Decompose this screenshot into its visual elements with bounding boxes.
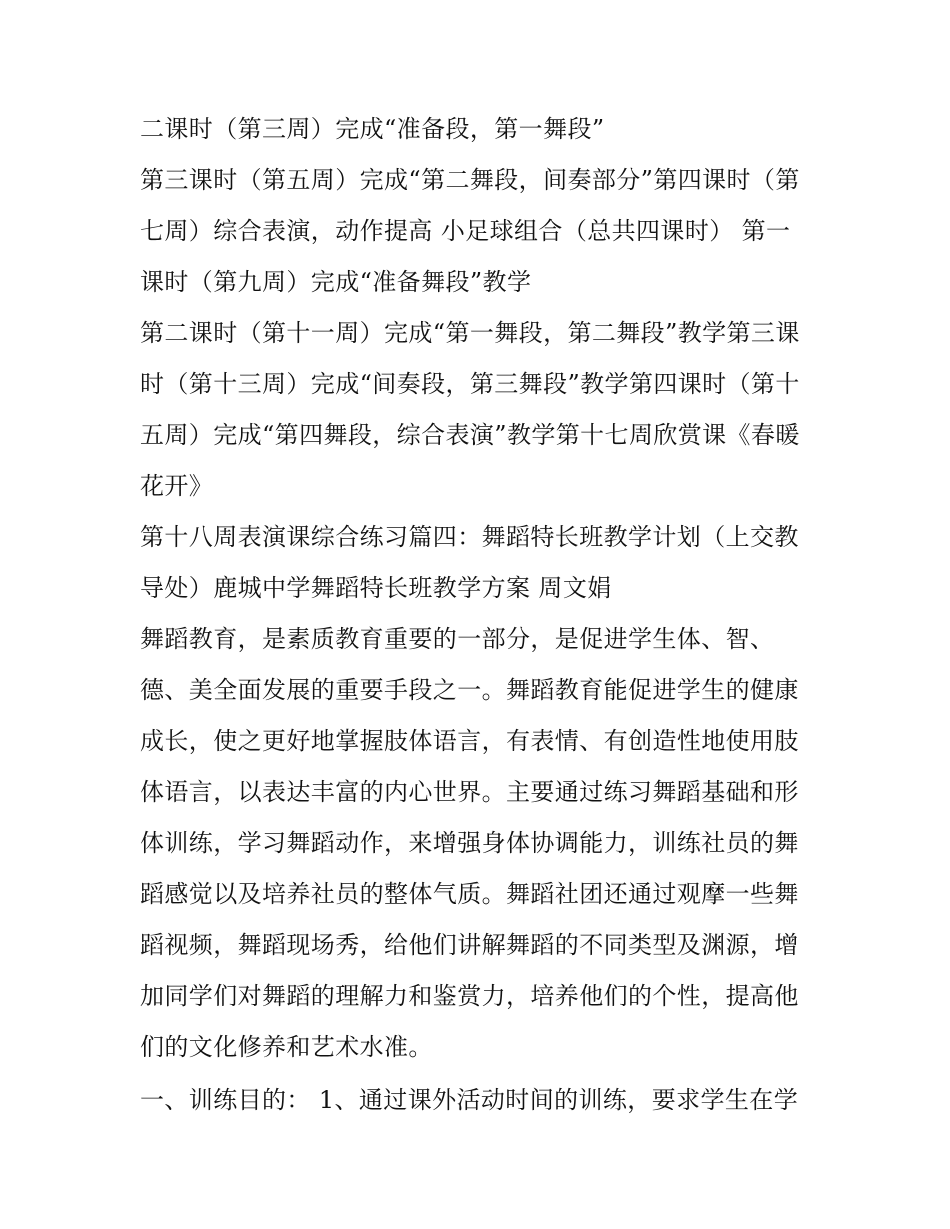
text-line: 们的文化修养和艺术水准。 bbox=[140, 1033, 433, 1061]
text-line: 成长，使之更好地掌握肢体语言，有表情、有创造性地使用肢 bbox=[140, 727, 799, 755]
text-line: 德、美全面发展的重要手段之一。舞蹈教育能促进学生的健康 bbox=[140, 676, 799, 704]
text-line: 花开》 bbox=[140, 472, 214, 500]
text-line: 第二课时（第十一周）完成“第一舞段，第二舞段”教学第三课 bbox=[140, 319, 800, 347]
text-line: 一、训练目的： 1、通过课外活动时间的训练，要求学生在学 bbox=[140, 1086, 799, 1114]
text-line: 加同学们对舞蹈的理解力和鉴赏力，培养他们的个性，提高他 bbox=[140, 982, 799, 1010]
text-line: 体训练，学习舞蹈动作，来增强身体协调能力，训练社员的舞 bbox=[140, 829, 799, 857]
text-line: 舞蹈教育，是素质教育重要的一部分，是促进学生体、智、 bbox=[140, 625, 775, 653]
text-line: 时（第十三周）完成“间奏段，第三舞段”教学第四课时（第十 bbox=[140, 370, 800, 398]
text-line: 五周）完成“第四舞段，综合表演”教学第十七周欣赏课《春暖 bbox=[140, 421, 800, 449]
text-line: 第三课时（第五周）完成“第二舞段，间奏部分”第四课时（第 bbox=[140, 166, 800, 194]
text-line: 体语言，以表达丰富的内心世界。主要通过练习舞蹈基础和形 bbox=[140, 778, 799, 806]
document-body bbox=[140, 104, 820, 1126]
text-line: 二课时（第三周）完成“准备段，第一舞段” bbox=[140, 115, 605, 143]
text-line: 蹈感觉以及培养社员的整体气质。舞蹈社团还通过观摩一些舞 bbox=[140, 880, 799, 908]
text-line: 第十八周表演课综合练习篇四：舞蹈特长班教学计划（上交教 bbox=[140, 523, 799, 551]
text-line: 七周）综合表演，动作提高 小足球组合（总共四课时） 第一 bbox=[140, 217, 791, 245]
text-line: 导处）鹿城中学舞蹈特长班教学方案 周文娟 bbox=[140, 574, 612, 602]
text-line: 课时（第九周）完成“准备舞段”教学 bbox=[140, 268, 532, 296]
text-line: 蹈视频，舞蹈现场秀，给他们讲解舞蹈的不同类型及渊源，增 bbox=[140, 931, 799, 959]
